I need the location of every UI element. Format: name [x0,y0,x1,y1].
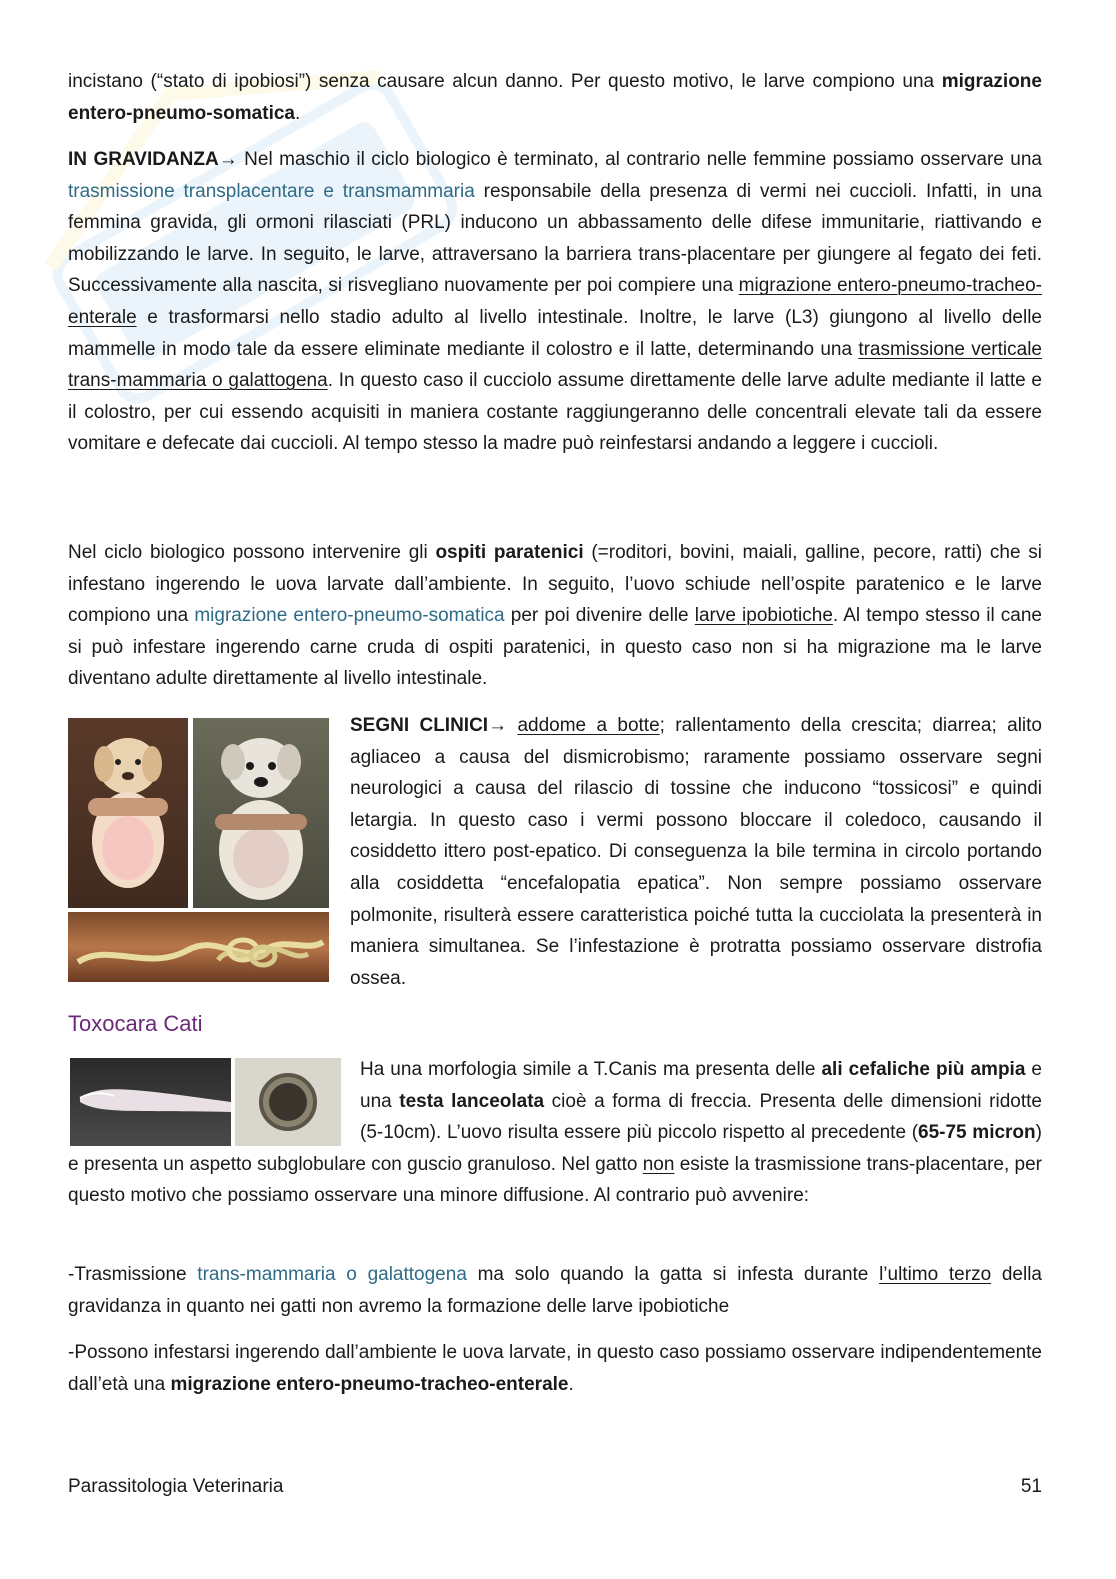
arrow-icon: → [218,149,238,170]
puppy-photo-2 [193,718,329,908]
intro-period: . [294,102,301,124]
segni-clinici-paragraph [350,710,1042,994]
list-text: della gravidanza in quanto nei gatti non avremo la formazione delle larve ipobiotiche [68,1264,1042,1317]
footer-course-title: Parassitologia Veterinaria [68,1476,284,1497]
arrow-icon: → [488,715,508,736]
gravidanza-text: responsabile della presenza di vermi nei cuccioli. Infatti, in una femmina gravida, gli ormoni rilasciati (PRL) inducono un abbassamento delle difese immunitarie, riattivando e mobilizzando le larve. In seguito, le larve, attraversano la barriera trans-placentare per giungere al fegato dei feti. Successivamente alla nascita, si risvegliano nuovamente per poi compiere una [68,180,1042,297]
gravidanza-link-text: trasmissione transplacentare e transmammaria [68,180,475,202]
worms-photo [68,912,329,982]
cati-text: cioè a forma di freccia. Presenta delle dimensioni ridotte (5-10cm). L’uovo risulta essere più piccolo rispetto al precedente ( [360,1090,1042,1144]
cati-underline: non [642,1153,675,1175]
list-underline: l’ultimo terzo [879,1264,992,1285]
cati-text: ) e presenta un aspetto subglobulare con guscio granuloso. Nel gatto [68,1122,1042,1175]
cati-paragraph [68,1054,1042,1212]
list-text: . [568,1373,574,1395]
paratenici-paragraph [68,537,1042,695]
cati-bold: testa lanceolata [399,1090,545,1112]
gravidanza-underline: migrazione entero-pneumo-tracheo-enterale [68,275,1042,328]
list-text: ma solo quando la gatta si infesta durante [466,1264,880,1285]
list-text: -Possono infestarsi ingerendo dall’ambiente le uova larvate, in questo caso possiamo osservare indipendentemente dall’età una [68,1342,1042,1395]
gravidanza-paragraph [68,144,1042,460]
puppy-photo-1 [68,718,188,908]
cati-text: esiste la trasmissione trans-placentare, per questo motivo che possiamo osservare una minore diffusione. Al contrario può avvenire: [68,1153,1042,1207]
paratenici-text: per poi divenire delle [504,605,695,627]
intro-bold: migrazione entero-pneumo-somatica [68,71,1042,124]
cati-bold: 65-75 micron [918,1122,1036,1144]
cati-text: Ha una morfologia simile a T.Canis ma presenta delle [360,1059,822,1080]
gravidanza-underline: trasmissione verticale trans-mammaria o galattogena [68,338,1042,392]
list-link-text: trans-mammaria o galattogena [197,1264,467,1285]
segni-clinici-heading: SEGNI CLINICI [350,715,489,736]
segni-space [507,715,517,736]
list-item [68,1337,1042,1400]
gravidanza-heading: IN GRAVIDANZA [68,149,219,170]
gravidanza-text: . In questo caso il cucciolo assume direttamente delle larve adulte mediante il latte e il colostro, per cui essendo acquisiti in maniera costante raggiungeranno delle concentrali elevate tali da essere vomitare e defecate dai cuccioli. Al tempo stesso la madre può reinfestarsi andando a leggere i cuccioli. [68,370,1042,455]
segni-underline: addome a botte [517,715,660,736]
float-spacer [68,1054,360,1146]
list-item [68,1259,1042,1322]
gravidanza-text: Nel maschio il ciclo biologico è terminato, al contrario nelle femmine possiamo osservare una [237,149,1042,170]
section-title: Toxocara Cati [68,1011,203,1036]
paratenici-text: . Al tempo stesso il cane si può infestare ingerendo carne cruda di ospiti paratenici, in questo caso non si ha migrazione ma le larve diventano adulte direttamente al livello intestinale. [68,605,1042,690]
paratenici-bold: ospiti paratenici [435,542,584,563]
paratenici-underline: larve ipobiotiche [694,605,833,627]
gravidanza-text: e trasformarsi nello stadio adulto al livello intestinale. Inoltre, le larve (L3) giungono al livello delle mammelle in modo tale da essere eliminate mediante il colostro e il latte, determinando una [68,306,1042,360]
intro-text: incistano (“stato di ipobiosi”) senza causare alcun danno. Per questo motivo, le larve compiono una [68,71,942,92]
page-number: 51 [1020,1476,1042,1497]
paratenici-text: (=roditori, bovini, maiali, galline, pecore, ratti) che si infestano ingerendo le uova larvate dall’ambiente. In seguito, l’uovo schiude nell’ospite paratenico e le larve compiono una [68,542,1042,627]
paratenici-link-text: migrazione entero-pneumo-somatica [194,605,505,627]
intro-paragraph [68,66,1042,129]
cati-text: e una [360,1059,1042,1112]
paratenici-text: Nel ciclo biologico possono intervenire gli [68,542,436,563]
cati-bold: ali cefaliche più ampia [821,1059,1026,1080]
segni-text: ; rallentamento della crescita; diarrea; alito agliaceo a causa del dismicrobismo; raramente possiamo osservare segni neurologici a causa del rilascio di tossine che inducono “tossicosi” e quindi letargia. In questo caso i vermi possono bloccare il coledoco, causando il cosiddetto ittero post-epatico. Di conseguenza la bile termina in circolo portando alla cosiddetta “encefalopatia epatica”. Non sempre possiamo osservare polmonite, risulterà essere caratteristica poiché tutta la cucciolata la presenterà in maniera simultanea. Se l’infestazione è protratta possiamo osservare distrofia ossea. [350,715,1042,989]
list-bold: migrazione entero-pneumo-tracheo-enterale [170,1373,569,1395]
list-text: -Trasmissione [68,1264,198,1285]
